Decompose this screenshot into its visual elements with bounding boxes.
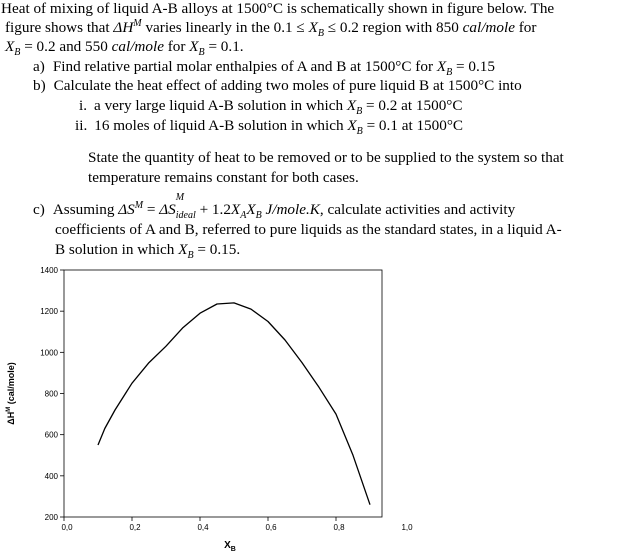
part-c-line-1: c) Assuming $\Delta S^M = \Delta S$ M $_{ideal} + 1.2X_AX_B$ J/mole.K, calculate activities and activity (33, 192, 516, 222)
intro-line-1: Heat of mixing of liquid A-B alloys at 1500°C is schematically shown in figure below. The (1, 0, 555, 17)
x-tick-label: 0,6 (265, 523, 277, 532)
y-tick-label: 1400 (40, 266, 58, 275)
x-tick-label: 1,0 (401, 523, 413, 532)
part-b: b) Calculate the heat effect of adding two moles of pure liquid B at 1500°C into (33, 77, 522, 94)
part-a: a) Find relative partial molar enthalpies of A and B at 1500°C for $X_B = 0.15$ (33, 58, 495, 79)
part-b-note-1: State the quantity of heat to be removed or to be supplied to the system so that (88, 149, 564, 166)
y-axis-label: $\Delta H^M$ (cal/mole) (6, 362, 16, 425)
intro-line-2: figure shows that $\Delta H^M$ varies linearly in the $0.1 \le X_B \le 0.2$ region with 850 cal/mole for (5, 17, 537, 40)
part-c-line-2: coefficients of A and B, referred to pure liquids as the standard states, in a liquid A- (55, 221, 562, 238)
part-c-line-3: B solution in which $X_B = 0.15$. (55, 241, 241, 262)
x-axis-label: $X_B$ (224, 540, 236, 552)
y-axis-label-unit: (cal/mole) (6, 362, 16, 407)
intro-line-3: $X_B = 0.2$ and 550 cal/mole for $X_B = 0.1$. (5, 38, 244, 59)
x-tick-label: 0,0 (61, 523, 73, 532)
x-tick-label: 0,8 (333, 523, 345, 532)
y-axis-label-superscript: M (6, 406, 12, 412)
x-tick-label: 0,4 (197, 523, 209, 532)
y-tick-label: 200 (44, 513, 58, 522)
y-tick-label: 400 (44, 471, 58, 481)
enthalpy-chart (0, 258, 626, 552)
enthalpy-curve (98, 303, 370, 505)
y-tick-label: 1000 (40, 348, 58, 358)
part-b-i: i. a very large liquid A-B solution in which $X_B = 0.2$ at 1500°C (79, 97, 463, 118)
part-b-ii: ii. 16 moles of liquid A-B solution in which $X_B = 0.1$ at 1500°C (75, 117, 464, 138)
part-b-note-2: temperature remains constant for both cases. (88, 169, 359, 186)
plot-area-frame (64, 270, 382, 517)
y-tick-label: 600 (44, 430, 58, 440)
x-tick-label: 0,2 (129, 523, 141, 532)
x-axis-label-subscript: B (230, 546, 236, 552)
y-tick-label: 1200 (40, 307, 58, 317)
y-tick-label: 800 (44, 389, 58, 399)
